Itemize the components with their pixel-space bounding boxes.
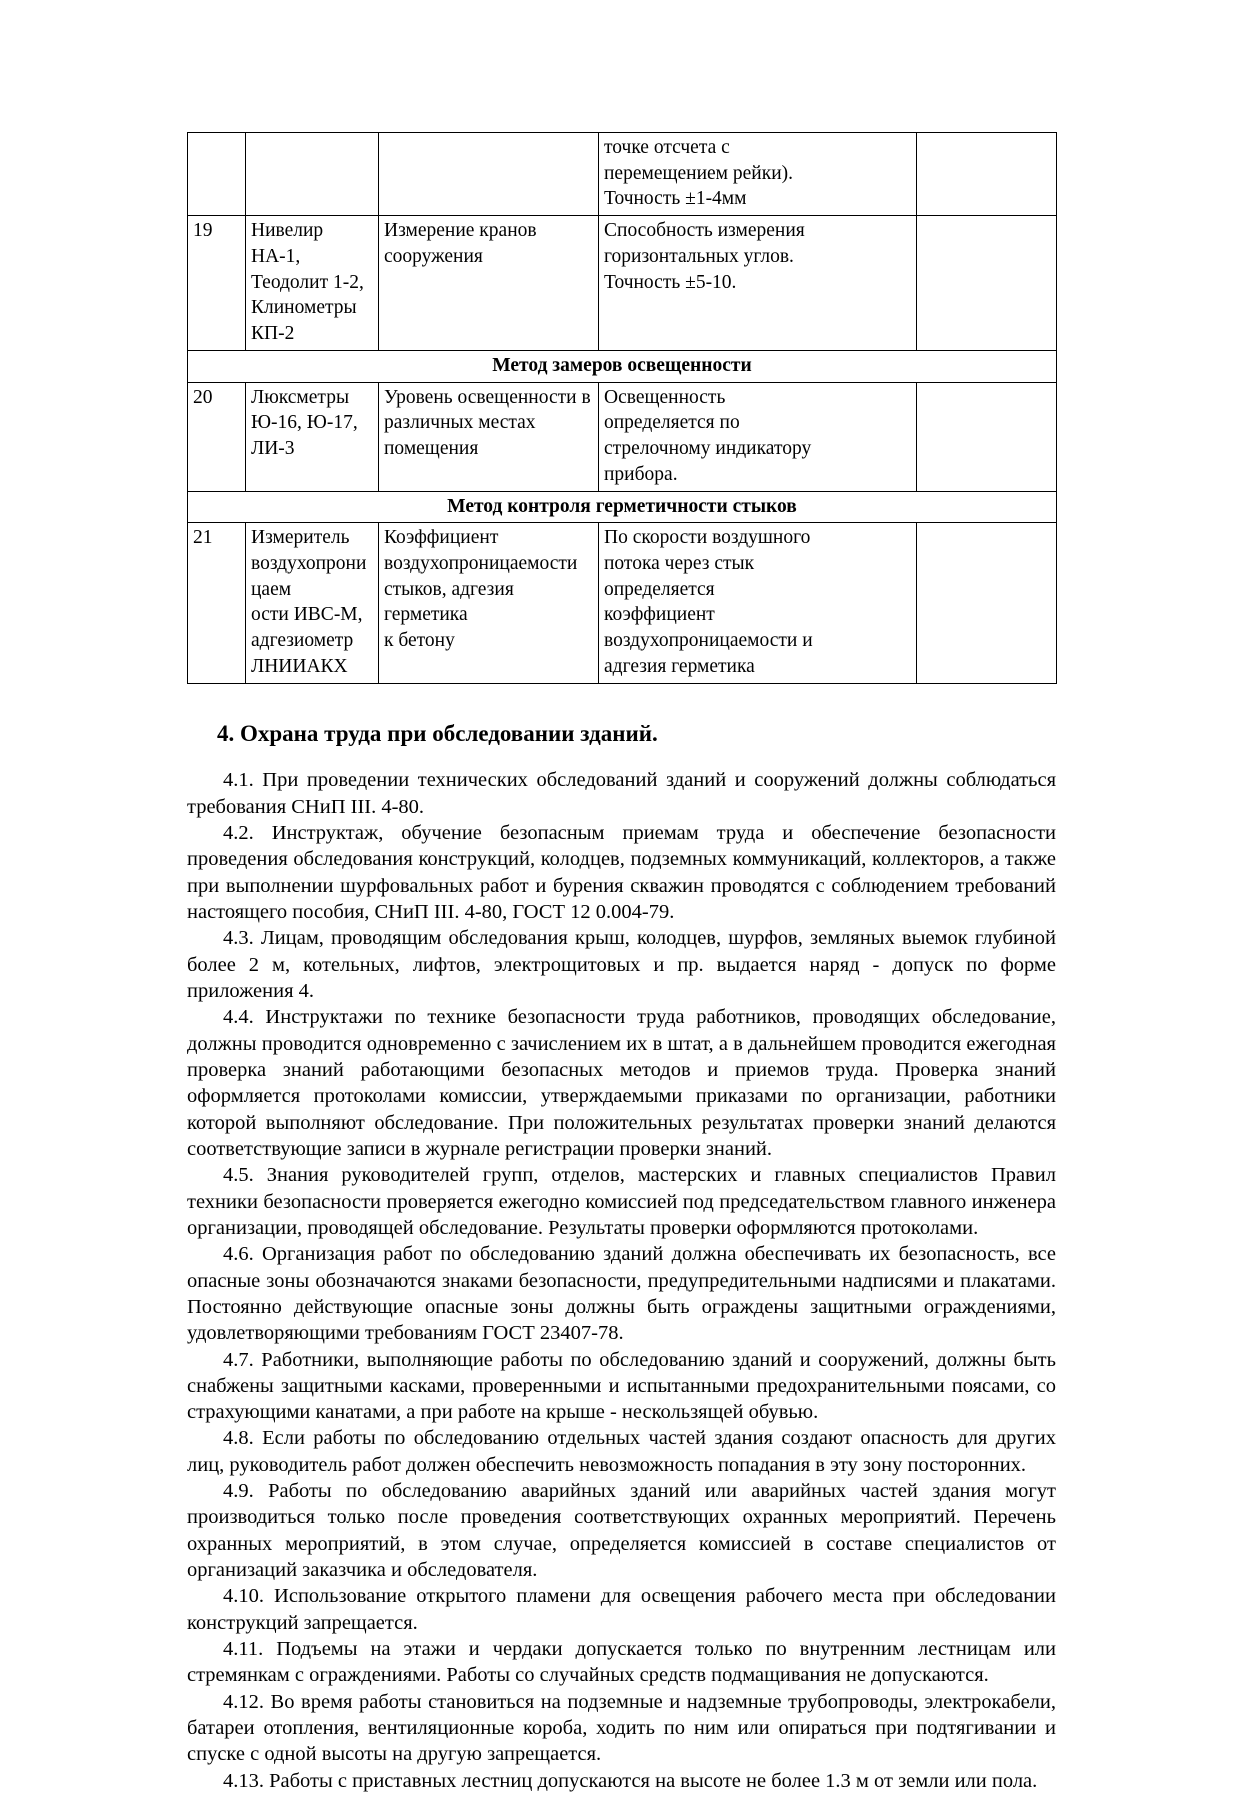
- cell-line: Измерение кранов: [384, 220, 537, 242]
- cell-description: [599, 133, 917, 216]
- cell-line: прибора.: [604, 463, 678, 485]
- cell-line: адгезиометр: [251, 630, 354, 652]
- cell-line: сооружения: [384, 245, 483, 267]
- cell-line: к бетону: [384, 630, 455, 652]
- cell-line: ЛНИИАКХ: [251, 655, 348, 677]
- cell-instrument: [246, 216, 379, 351]
- cell-line: Люксметры: [251, 386, 350, 408]
- cell-parameter: [379, 382, 599, 491]
- cell-line: Измеритель: [251, 527, 350, 549]
- instruments-table-body: [188, 133, 1057, 684]
- table-row: [188, 382, 1057, 491]
- cell-parameter: [379, 523, 599, 683]
- cell-line: определяется по: [604, 412, 740, 434]
- body-paragraph: 4.9. Работы по обследованию аварийных зданий или аварийных частей здания могут производиться только после проведения соответствующих охранных мероприятий. Перечень охранных мероприятий, в этом случае, определяется комиссией в составе специалистов от организаций заказчика и обследователя.: [187, 1480, 1056, 1582]
- cell-line: потока через стык: [604, 553, 755, 575]
- body-paragraph: 4.13. Работы с приставных лестниц допускаются на высоте не более 1.3 м от земли или пола.: [223, 1769, 1038, 1792]
- instruments-table: [187, 132, 1057, 684]
- table-row: [188, 133, 1057, 216]
- body-paragraph: 4.4. Инструктажи по технике безопасности труда работников, проводящих обследование, должны проводится одновременно с зачислением их в штат, а в дальнейшем проводится ежегодная проверка знаний работающими безопасных методов и приемов труда. Проверка знаний оформляется протоколами комиссии, утверждаемыми приказами по организации, работники которой выполняют обследование. При положительных результатах проверки знаний делаются соответствующие записи в журнале регистрации проверки знаний.: [187, 1006, 1056, 1160]
- cell-description: [599, 216, 917, 351]
- cell-line: точке отсчета с: [604, 137, 730, 158]
- cell-line: Теодолит 1-2,: [251, 271, 364, 293]
- cell-line: стыков, адгезия герметика: [384, 578, 514, 626]
- cell-instrument: [246, 133, 379, 216]
- body-paragraph: 4.11. Подъемы на этажи и чердаки допускается только по внутренним лестницам или стремянкам с ограждениями. Работы со случайных средств подмащивания не допускаются.: [187, 1638, 1056, 1687]
- cell-parameter: [379, 133, 599, 216]
- cell-line: Ю-16, Ю-17, ЛИ-3: [251, 412, 358, 460]
- cell-line: помещения: [384, 438, 479, 460]
- cell-line: Точность ±5-10.: [604, 271, 737, 293]
- cell-line: воздухопроницаем: [251, 553, 367, 600]
- table-row: [188, 523, 1057, 683]
- cell-number: 19: [188, 216, 246, 351]
- table-section-title: Метод замеров освещенности: [188, 350, 1057, 382]
- cell-number: [188, 133, 246, 216]
- cell-number: 20: [188, 382, 246, 491]
- cell-line: Уровень освещенности в: [384, 386, 591, 408]
- cell-description: [599, 382, 917, 491]
- cell-line: КП-2: [251, 323, 295, 345]
- body-paragraph: 4.5. Знания руководителей групп, отделов, мастерских и главных специалистов Правил техники безопасности проверяется ежегодно комиссией под председательством главного инженера организации, проводящей обследование. Результаты проверки оформляются протоколами.: [187, 1164, 1056, 1239]
- table-section-row: [188, 350, 1057, 382]
- body-paragraph: 4.12. Во время работы становиться на подземные и надземные трубопроводы, электрокабели, батареи отопления, вентиляционные короба, ходить по ним или опираться при подтягивании и спуске с одной высоты на другую запрещается.: [187, 1690, 1056, 1766]
- cell-line: Точность ±1-4мм: [604, 188, 747, 210]
- cell-line: перемещением рейки).: [604, 162, 794, 184]
- cell-line: коэффициент: [604, 604, 715, 626]
- cell-line: Освещенность: [604, 386, 726, 408]
- cell-line: воздухопроницаемости и: [604, 630, 813, 652]
- body-paragraph: 4.8. Если работы по обследованию отдельных частей здания создают опасность для других лиц, руководитель работ должен обеспечить невозможность попадания в эту зону посторонних.: [187, 1427, 1056, 1476]
- body-paragraph: 4.2. Инструктаж, обучение безопасным приемам труда и обеспечение безопасности проведения обследования конструкций, колодцев, подземных коммуникаций, коллекторов, а также при выполнении шурфовальных работ и бурения скважин проводятся с соблюдением требований настоящего пособия, СНиП III. 4-80, ГОСТ 12 0.004-79.: [187, 821, 1056, 923]
- cell-note: [917, 216, 1057, 351]
- body-paragraph: 4.7. Работники, выполняющие работы по обследованию зданий и сооружений, должны быть снабжены защитными касками, проверенными и испытанными предохранительными поясами, со страхующими канатами, а при работе на крыше - нескользящей обувью.: [187, 1348, 1056, 1424]
- body-paragraph: 4.6. Организация работ по обследованию зданий должна обеспечивать их безопасность, все опасные зоны обозначаются знаками безопасности, предупредительными надписями и плакатами. Постоянно действующие опасные зоны должны быть ограждены защитными ограждениями, удовлетворяющими требованиям ГОСТ 23407-78.: [187, 1243, 1056, 1345]
- body-paragraph: 4.3. Лицам, проводящим обследования крыш, колодцев, шурфов, земляных выемок глубиной более 2 м, котельных, лифтов, электрощитовых и пр. выдается наряд - допуск по форме приложения 4.: [187, 927, 1056, 1002]
- cell-line: различных местах: [384, 412, 536, 434]
- cell-line: ости ИВС-М,: [251, 604, 363, 626]
- cell-line: Способность измерения: [604, 220, 805, 242]
- cell-note: [917, 382, 1057, 491]
- cell-line: определяется: [604, 578, 715, 600]
- table-section-title: Метод контроля герметичности стыков: [188, 491, 1057, 523]
- table-section-row: [188, 491, 1057, 523]
- cell-instrument: [246, 523, 379, 683]
- table-row: [188, 216, 1057, 351]
- body-paragraph: 4.10. Использование открытого пламени для освещения рабочего места при обследовании конструкций запрещается.: [187, 1585, 1056, 1634]
- cell-instrument: [246, 382, 379, 491]
- cell-line: горизонтальных углов.: [604, 245, 794, 267]
- section-heading: 4. Охрана труда при обследовании зданий.: [217, 720, 658, 746]
- cell-line: Клинометры: [251, 297, 357, 319]
- cell-parameter: [379, 216, 599, 351]
- cell-line: воздухопроницаемости: [384, 553, 578, 575]
- cell-line: адгезия герметика: [604, 655, 755, 677]
- cell-note: [917, 133, 1057, 216]
- cell-line: стрелочному индикатору: [604, 438, 812, 460]
- section-body: [187, 767, 1056, 1794]
- cell-line: Коэффициент: [384, 527, 499, 549]
- body-paragraph: 4.1. При проведении технических обследований зданий и сооружений должны соблюдаться требования СНиП III. 4-80.: [187, 769, 1056, 818]
- cell-line: Нивелир НА-1,: [251, 220, 324, 267]
- cell-line: По скорости воздушного: [604, 527, 811, 549]
- cell-number: 21: [188, 523, 246, 683]
- cell-description: [599, 523, 917, 683]
- cell-note: [917, 523, 1057, 683]
